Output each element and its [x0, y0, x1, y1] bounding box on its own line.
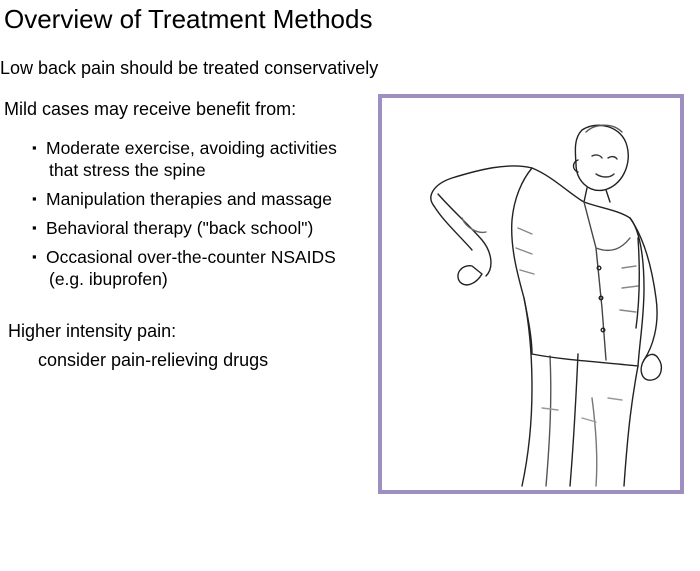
- list-item-text: Occasional over-the-counter NSAIDS: [46, 247, 336, 267]
- list-item-text: Manipulation therapies and massage: [46, 189, 333, 209]
- list-item: [32, 217, 377, 239]
- list-item-continuation: that stress the spine: [49, 160, 206, 180]
- bullet-mark: ▪: [32, 249, 37, 264]
- bullet-mark: ▪: [32, 140, 37, 155]
- bullet-mark: ▪: [32, 220, 37, 235]
- list-item-continuation: (e.g. ibuprofen): [49, 269, 168, 289]
- list-item: [32, 137, 377, 181]
- list-item: [32, 246, 377, 290]
- list-item-text: Moderate exercise, avoiding activities: [46, 138, 337, 158]
- list-item-text: Behavioral therapy ("back school"): [46, 218, 314, 238]
- slide-subtitle: Low back pain should be treated conservatively: [0, 58, 379, 78]
- back-pain-man-sketch-icon: [382, 98, 680, 490]
- mild-cases-heading: Mild cases may receive benefit from:: [4, 99, 297, 119]
- bullet-mark: ▪: [32, 191, 37, 206]
- treatment-list: [32, 137, 377, 297]
- list-item: [32, 188, 377, 210]
- higher-intensity-text: consider pain-relieving drugs: [38, 350, 269, 370]
- slide-title: Overview of Treatment Methods: [4, 4, 373, 34]
- higher-intensity-heading: Higher intensity pain:: [8, 321, 177, 341]
- illustration-frame: [378, 94, 684, 494]
